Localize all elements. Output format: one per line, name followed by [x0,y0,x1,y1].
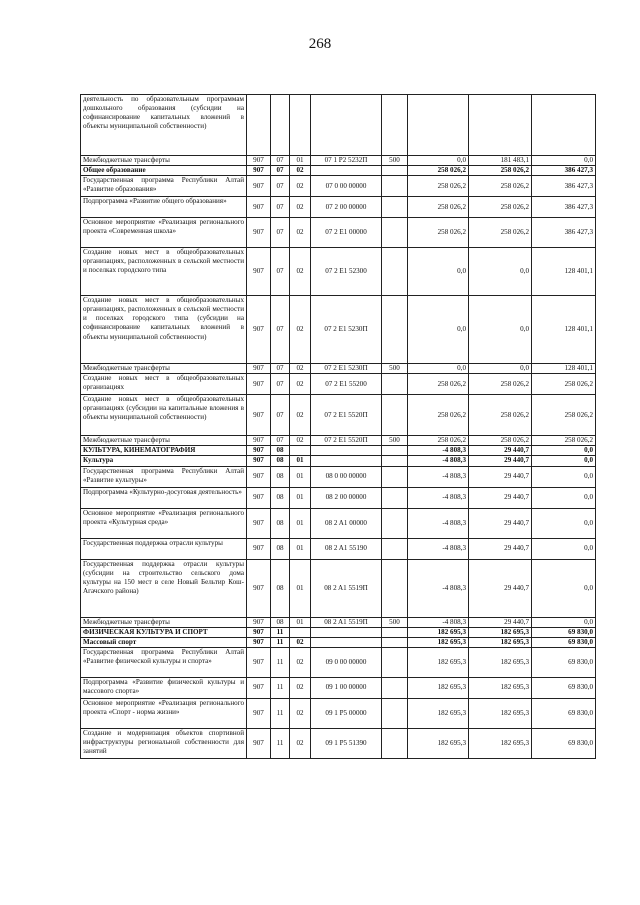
amount-2-cell: 29 440,7 [469,617,532,627]
item-name-cell: деятельность по образовательным программам дошкольного образования (субсидии на софинансирование капитальных вложений в объекты муниципальной собственности) [81,95,247,156]
gr-code-cell: 907 [247,637,271,647]
amount-1-cell: -4 808,3 [408,617,469,627]
table-row [81,466,596,487]
amount-1-cell: -4 808,3 [408,508,469,538]
vr-code-cell: 500 [382,617,408,627]
gr-code-cell: 907 [247,248,271,296]
vr-code-cell [382,637,408,647]
amount-1-cell: 182 695,3 [408,698,469,728]
vr-code-cell [382,166,408,176]
item-name-cell: Культура [81,456,247,466]
cs-code-cell: 07 2 E1 55200 [311,374,382,395]
table-row [81,508,596,538]
rz-code-cell: 08 [271,617,290,627]
gr-code-cell: 907 [247,538,271,559]
pr-code-cell: 02 [290,176,311,197]
cs-code-cell [311,627,382,637]
gr-code-cell: 907 [247,456,271,466]
amount-1-cell: 0,0 [408,364,469,374]
amount-3-cell: 0,0 [532,466,596,487]
amount-3-cell [532,95,596,156]
amount-3-cell: 0,0 [532,538,596,559]
cs-code-cell: 07 2 E1 5230П [311,296,382,364]
vr-code-cell [382,647,408,677]
cs-code-cell: 08 2 A1 00000 [311,508,382,538]
table-row [81,197,596,218]
pr-code-cell: 01 [290,617,311,627]
amount-1-cell: 258 026,2 [408,166,469,176]
item-name-cell: Массовый спорт [81,637,247,647]
amount-2-cell: 182 695,3 [469,647,532,677]
item-name-cell: Основное мероприятие «Реализация регионального проекта «Современная школа» [81,218,247,248]
table-row [81,647,596,677]
pr-code-cell [290,446,311,456]
rz-code-cell: 08 [271,487,290,508]
item-name-cell: Межбюджетные трансферты [81,617,247,627]
amount-3-cell: 0,0 [532,559,596,617]
amount-1-cell [408,95,469,156]
cs-code-cell: 09 0 00 00000 [311,647,382,677]
amount-2-cell [469,95,532,156]
amount-1-cell: -4 808,3 [408,466,469,487]
amount-1-cell: 182 695,3 [408,677,469,698]
vr-code-cell: 500 [382,156,408,166]
cs-code-cell [311,456,382,466]
gr-code-cell: 907 [247,647,271,677]
item-name-cell: Подпрограмма «Культурно-досуговая деятельность» [81,487,247,508]
amount-2-cell: 182 695,3 [469,677,532,698]
table-row [81,395,596,436]
gr-code-cell: 907 [247,617,271,627]
amount-1-cell: 258 026,2 [408,395,469,436]
vr-code-cell [382,456,408,466]
pr-code-cell: 02 [290,728,311,758]
section-row [81,637,596,647]
amount-3-cell: 0,0 [532,617,596,627]
amount-3-cell: 0,0 [532,156,596,166]
amount-3-cell: 128 401,1 [532,248,596,296]
amount-3-cell: 0,0 [532,456,596,466]
pr-code-cell: 02 [290,637,311,647]
table-row [81,677,596,698]
amount-3-cell: 386 427,3 [532,197,596,218]
item-name-cell: Государственная поддержка отрасли культуры [81,538,247,559]
item-name-cell: Межбюджетные трансферты [81,156,247,166]
vr-code-cell [382,698,408,728]
table-row [81,617,596,627]
amount-1-cell: 258 026,2 [408,197,469,218]
table-row [81,218,596,248]
gr-code-cell: 907 [247,677,271,698]
rz-code-cell: 07 [271,296,290,364]
section-row [81,446,596,456]
table-row [81,698,596,728]
gr-code-cell: 907 [247,176,271,197]
pr-code-cell: 01 [290,508,311,538]
gr-code-cell: 907 [247,728,271,758]
table-row [81,296,596,364]
amount-1-cell: -4 808,3 [408,446,469,456]
pr-code-cell: 02 [290,218,311,248]
pr-code-cell: 02 [290,166,311,176]
cs-code-cell: 07 2 E1 00000 [311,218,382,248]
cs-code-cell: 07 1 P2 5232П [311,156,382,166]
vr-code-cell [382,466,408,487]
pr-code-cell: 02 [290,395,311,436]
amount-2-cell: 182 695,3 [469,637,532,647]
item-name-cell: Создание новых мест в общеобразовательных организациях (субсидии на капитальные вложения в объекты муниципальной собственности) [81,395,247,436]
amount-2-cell: 29 440,7 [469,487,532,508]
rz-code-cell: 07 [271,197,290,218]
vr-code-cell [382,296,408,364]
rz-code-cell: 11 [271,647,290,677]
rz-code-cell: 07 [271,166,290,176]
amount-3-cell: 69 830,0 [532,627,596,637]
item-name-cell: Государственная программа Республики Алтай «Развитие физической культуры и спорта» [81,647,247,677]
cs-code-cell: 07 0 00 00000 [311,176,382,197]
rz-code-cell [271,95,290,156]
amount-1-cell: -4 808,3 [408,559,469,617]
gr-code-cell: 907 [247,218,271,248]
rz-code-cell: 08 [271,508,290,538]
item-name-cell: Подпрограмма «Развитие общего образования» [81,197,247,218]
amount-1-cell: 258 026,2 [408,436,469,446]
amount-3-cell: 0,0 [532,487,596,508]
amount-2-cell: 29 440,7 [469,559,532,617]
amount-1-cell: 182 695,3 [408,647,469,677]
item-name-cell: Основное мероприятие «Реализация регионального проекта «Культурная среда» [81,508,247,538]
pr-code-cell: 02 [290,677,311,698]
item-name-cell: Государственная программа Республики Алтай «Развитие культуры» [81,466,247,487]
item-name-cell: Создание новых мест в общеобразовательных организациях [81,374,247,395]
item-name-cell: Создание новых мест в общеобразовательных организациях, расположенных в сельской местности и поселках городского типа (субсидии на софинансирование капитальных вложений в объекты муниципальной собственности) [81,296,247,364]
vr-code-cell [382,538,408,559]
rz-code-cell: 07 [271,436,290,446]
gr-code-cell: 907 [247,156,271,166]
amount-3-cell: 0,0 [532,446,596,456]
amount-2-cell: 258 026,2 [469,218,532,248]
vr-code-cell [382,176,408,197]
gr-code-cell: 907 [247,166,271,176]
amount-1-cell: 182 695,3 [408,728,469,758]
vr-code-cell [382,677,408,698]
vr-code-cell [382,446,408,456]
amount-2-cell: 182 695,3 [469,698,532,728]
gr-code-cell: 907 [247,364,271,374]
rz-code-cell: 07 [271,176,290,197]
pr-code-cell: 01 [290,466,311,487]
amount-3-cell: 69 830,0 [532,677,596,698]
page-number: 268 [308,36,332,52]
amount-1-cell: 182 695,3 [408,627,469,637]
gr-code-cell: 907 [247,395,271,436]
amount-2-cell: 0,0 [469,296,532,364]
table-row [81,728,596,758]
pr-code-cell: 02 [290,698,311,728]
table-row [81,156,596,166]
amount-2-cell: 29 440,7 [469,446,532,456]
section-row [81,166,596,176]
cs-code-cell: 07 2 E1 5520П [311,436,382,446]
amount-3-cell: 69 830,0 [532,637,596,647]
table-row [81,374,596,395]
rz-code-cell: 11 [271,728,290,758]
vr-code-cell [382,728,408,758]
vr-code-cell [382,627,408,637]
rz-code-cell: 07 [271,364,290,374]
rz-code-cell: 11 [271,677,290,698]
cs-code-cell: 07 2 E1 52300 [311,248,382,296]
table-row [81,436,596,446]
rz-code-cell: 11 [271,627,290,637]
pr-code-cell [290,95,311,156]
amount-2-cell: 182 695,3 [469,627,532,637]
gr-code-cell: 907 [247,508,271,538]
budget-table-body [81,95,596,759]
amount-2-cell: 0,0 [469,364,532,374]
amount-3-cell: 258 026,2 [532,395,596,436]
rz-code-cell: 07 [271,395,290,436]
vr-code-cell [382,508,408,538]
amount-2-cell: 181 483,1 [469,156,532,166]
item-name-cell: Подпрограмма «Развитие физической культуры и массового спорта» [81,677,247,698]
rz-code-cell: 08 [271,446,290,456]
cs-code-cell: 08 2 A1 55190 [311,538,382,559]
item-name-cell: Государственная программа Республики Алтай «Развитие образования» [81,176,247,197]
vr-code-cell [382,559,408,617]
cs-code-cell [311,446,382,456]
amount-2-cell: 0,0 [469,248,532,296]
vr-code-cell [382,218,408,248]
pr-code-cell: 01 [290,538,311,559]
amount-2-cell: 258 026,2 [469,395,532,436]
section-row [81,627,596,637]
cs-code-cell: 07 2 E1 5520П [311,395,382,436]
item-name-cell: Основное мероприятие «Реализация регионального проекта «Спорт - норма жизни» [81,698,247,728]
rz-code-cell: 08 [271,456,290,466]
table-row [81,176,596,197]
amount-2-cell: 29 440,7 [469,538,532,559]
gr-code-cell: 907 [247,436,271,446]
table-row [81,95,596,156]
item-name-cell: КУЛЬТУРА, КИНЕМАТОГРАФИЯ [81,446,247,456]
amount-1-cell: 0,0 [408,156,469,166]
gr-code-cell: 907 [247,627,271,637]
table-row [81,538,596,559]
amount-1-cell: -4 808,3 [408,487,469,508]
cs-code-cell: 08 2 A1 5519П [311,559,382,617]
amount-3-cell: 69 830,0 [532,698,596,728]
pr-code-cell: 01 [290,559,311,617]
vr-code-cell [382,374,408,395]
pr-code-cell: 02 [290,248,311,296]
cs-code-cell: 09 1 00 00000 [311,677,382,698]
gr-code-cell: 907 [247,296,271,364]
item-name-cell: Межбюджетные трансферты [81,364,247,374]
amount-1-cell: 258 026,2 [408,176,469,197]
amount-2-cell: 258 026,2 [469,197,532,218]
amount-2-cell: 29 440,7 [469,466,532,487]
amount-1-cell: 182 695,3 [408,637,469,647]
pr-code-cell: 01 [290,456,311,466]
rz-code-cell: 07 [271,218,290,248]
cs-code-cell [311,95,382,156]
item-name-cell: ФИЗИЧЕСКАЯ КУЛЬТУРА И СПОРТ [81,627,247,637]
cs-code-cell [311,166,382,176]
amount-1-cell: 0,0 [408,248,469,296]
amount-1-cell: 258 026,2 [408,218,469,248]
amount-2-cell: 182 695,3 [469,728,532,758]
vr-code-cell [382,248,408,296]
item-name-cell: Общее образование [81,166,247,176]
gr-code-cell: 907 [247,374,271,395]
amount-2-cell: 258 026,2 [469,374,532,395]
vr-code-cell [382,95,408,156]
cs-code-cell: 09 1 P5 00000 [311,698,382,728]
cs-code-cell: 08 2 A1 5519П [311,617,382,627]
cs-code-cell [311,637,382,647]
pr-code-cell: 02 [290,436,311,446]
table-row [81,559,596,617]
rz-code-cell: 08 [271,538,290,559]
amount-2-cell: 258 026,2 [469,176,532,197]
amount-3-cell: 128 401,1 [532,364,596,374]
rz-code-cell: 11 [271,698,290,728]
gr-code-cell: 907 [247,197,271,218]
cs-code-cell: 08 2 00 00000 [311,487,382,508]
table-row [81,487,596,508]
gr-code-cell [247,95,271,156]
cs-code-cell: 07 2 00 00000 [311,197,382,218]
amount-2-cell: 258 026,2 [469,436,532,446]
gr-code-cell: 907 [247,559,271,617]
pr-code-cell: 02 [290,374,311,395]
item-name-cell: Создание и модернизация объектов спортивной инфраструктуры региональной собственности для занятий [81,728,247,758]
rz-code-cell: 08 [271,559,290,617]
table-row [81,248,596,296]
amount-3-cell: 258 026,2 [532,374,596,395]
budget-table [80,94,596,759]
cs-code-cell: 08 0 00 00000 [311,466,382,487]
cs-code-cell: 07 2 E1 5230П [311,364,382,374]
amount-3-cell: 386 427,3 [532,176,596,197]
amount-3-cell: 69 830,0 [532,647,596,677]
gr-code-cell: 907 [247,446,271,456]
vr-code-cell: 500 [382,364,408,374]
vr-code-cell: 500 [382,436,408,446]
item-name-cell: Создание новых мест в общеобразовательных организациях, расположенных в сельской местности и поселках городского типа [81,248,247,296]
rz-code-cell: 07 [271,156,290,166]
amount-1-cell: -4 808,3 [408,538,469,559]
gr-code-cell: 907 [247,698,271,728]
section-row [81,456,596,466]
pr-code-cell [290,627,311,637]
gr-code-cell: 907 [247,466,271,487]
pr-code-cell: 01 [290,487,311,508]
item-name-cell: Государственная поддержка отрасли культуры (субсидии на строительство сельского дома культуры на 150 мест в селе Новый Бельтир Кош-Агачского района) [81,559,247,617]
amount-2-cell: 29 440,7 [469,456,532,466]
amount-1-cell: 258 026,2 [408,374,469,395]
amount-3-cell: 0,0 [532,508,596,538]
rz-code-cell: 07 [271,374,290,395]
amount-3-cell: 386 427,3 [532,166,596,176]
rz-code-cell: 07 [271,248,290,296]
amount-3-cell: 69 830,0 [532,728,596,758]
pr-code-cell: 02 [290,296,311,364]
pr-code-cell: 02 [290,364,311,374]
rz-code-cell: 11 [271,637,290,647]
vr-code-cell [382,487,408,508]
pr-code-cell: 01 [290,156,311,166]
vr-code-cell [382,197,408,218]
amount-3-cell: 128 401,1 [532,296,596,364]
amount-1-cell: 0,0 [408,296,469,364]
amount-2-cell: 29 440,7 [469,508,532,538]
pr-code-cell: 02 [290,647,311,677]
amount-2-cell: 258 026,2 [469,166,532,176]
amount-1-cell: -4 808,3 [408,456,469,466]
gr-code-cell: 907 [247,487,271,508]
pr-code-cell: 02 [290,197,311,218]
amount-3-cell: 386 427,3 [532,218,596,248]
amount-3-cell: 258 026,2 [532,436,596,446]
rz-code-cell: 08 [271,466,290,487]
item-name-cell: Межбюджетные трансферты [81,436,247,446]
table-row [81,364,596,374]
vr-code-cell [382,395,408,436]
cs-code-cell: 09 1 P5 51390 [311,728,382,758]
